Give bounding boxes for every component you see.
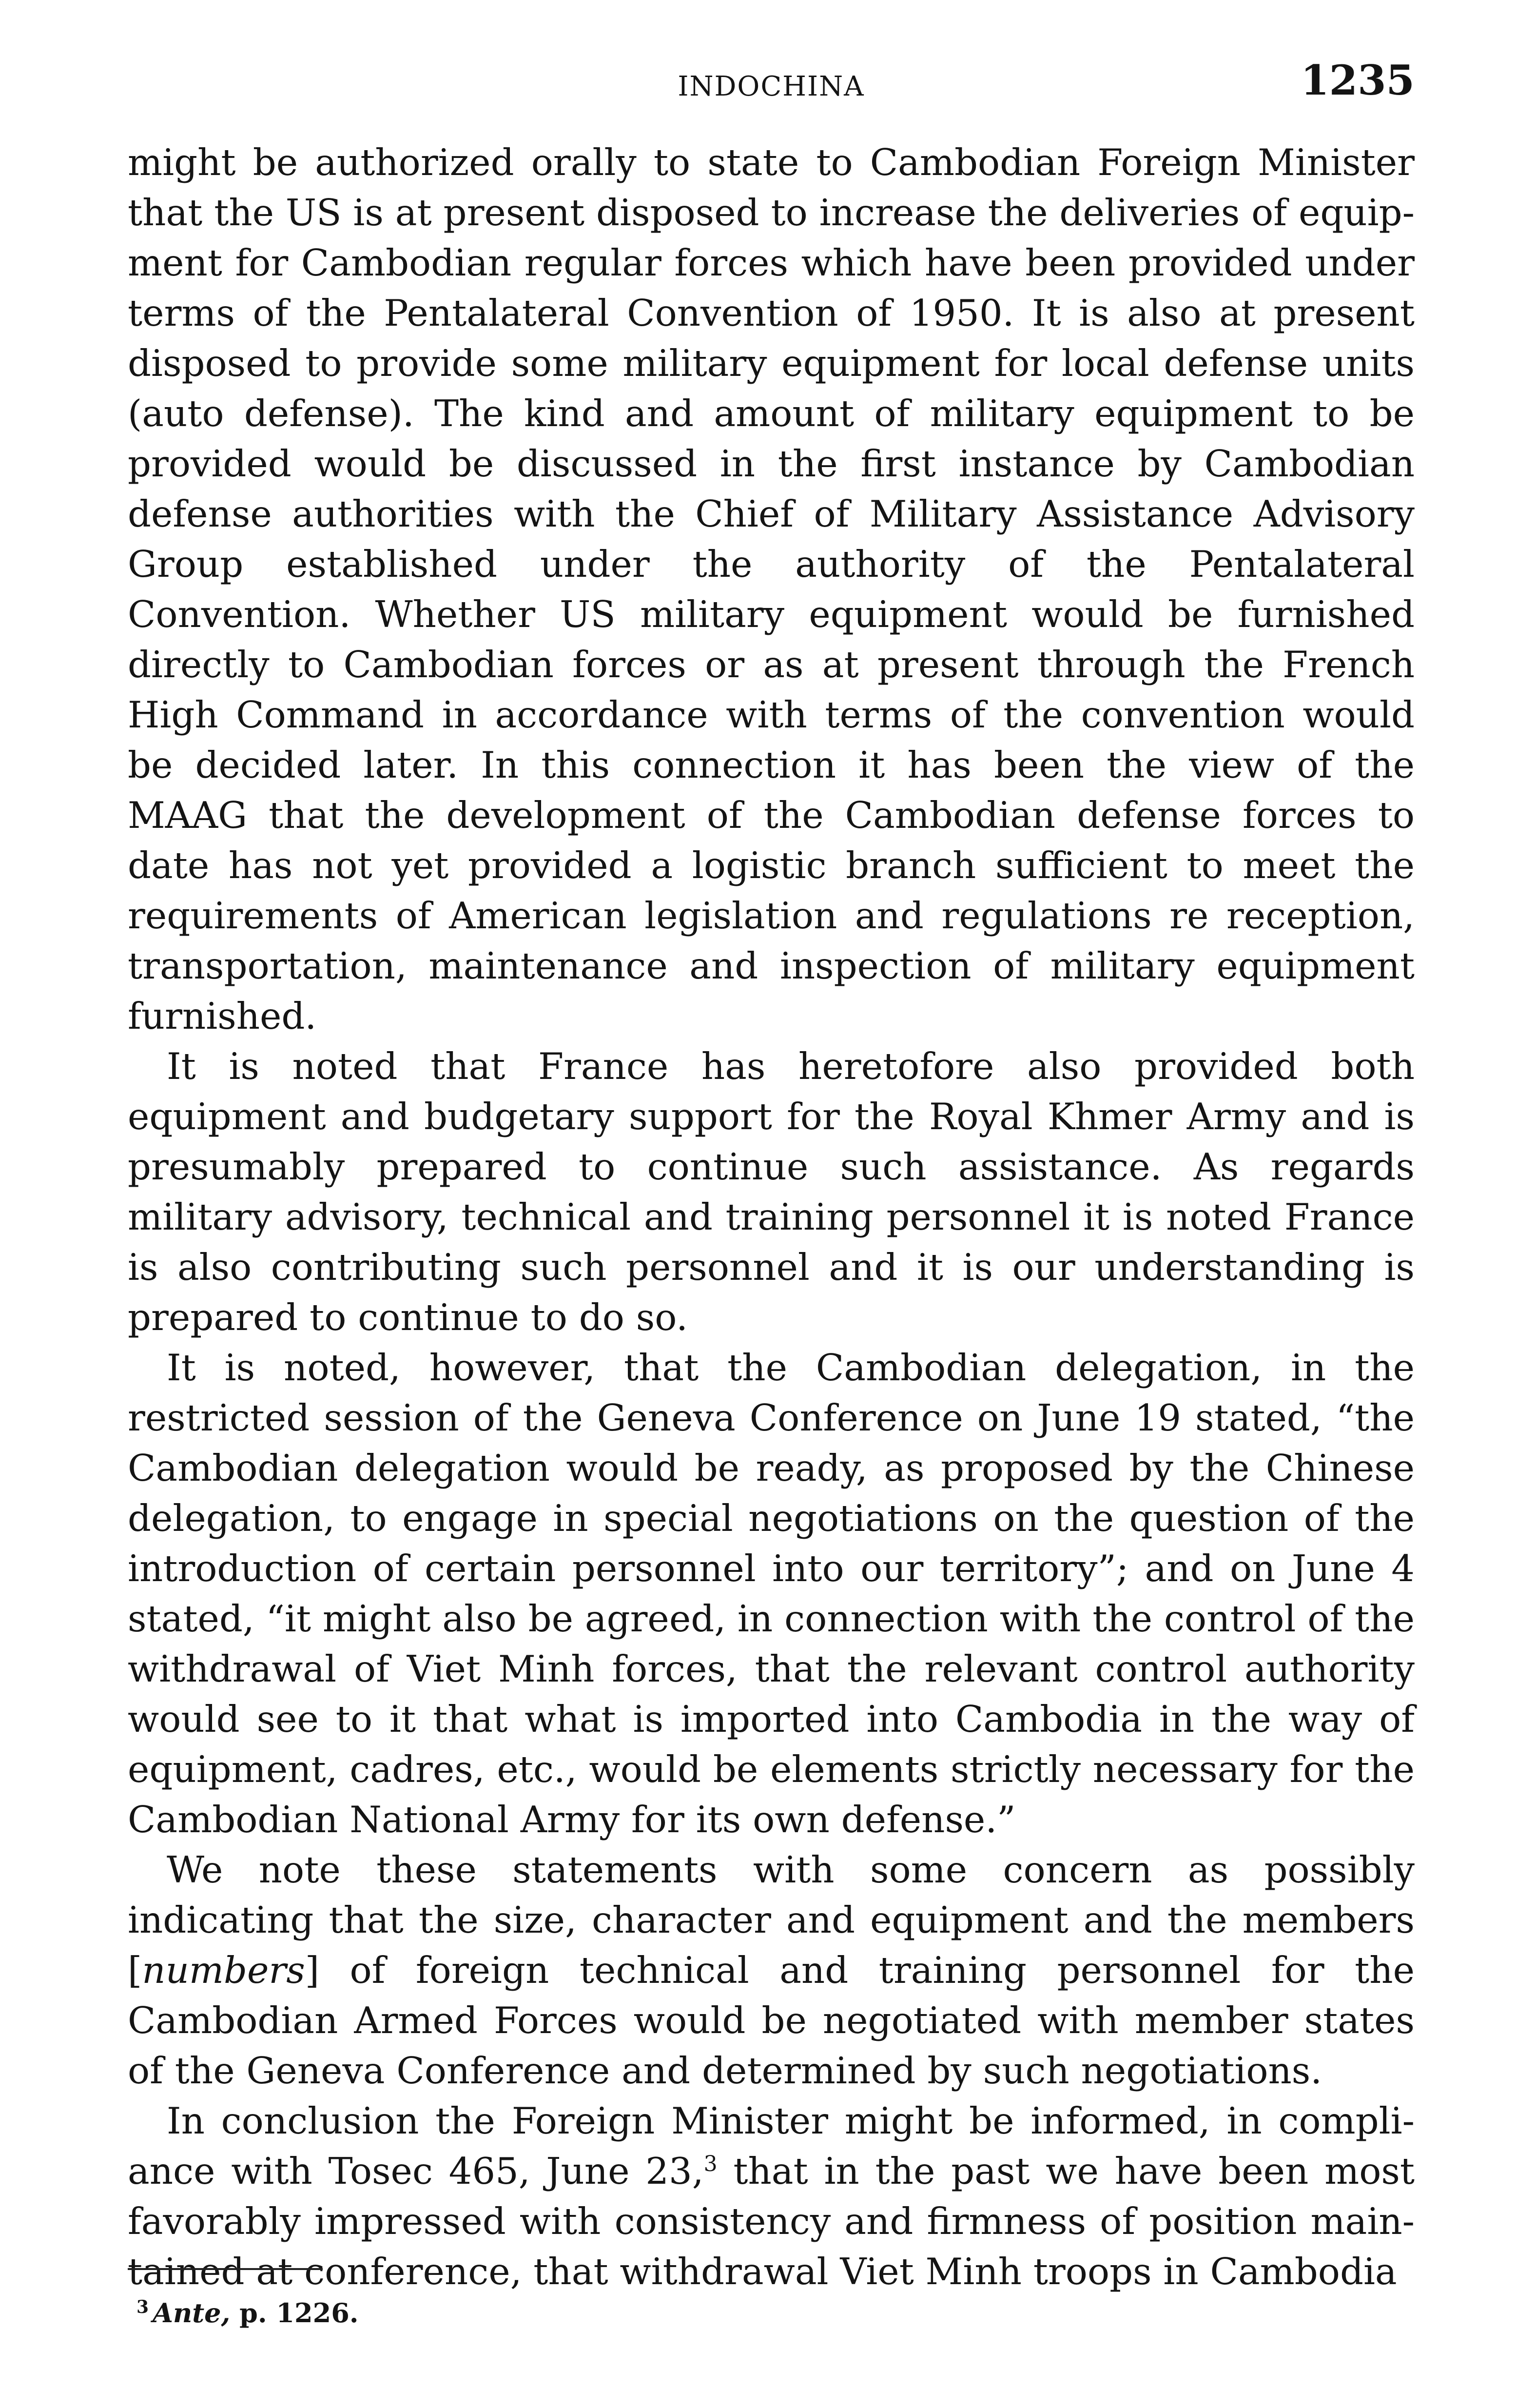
footnote-reference: 3 (703, 2152, 718, 2176)
paragraph-5-text-before: In conclusion the Foreign Minister might be informed, in compliance with Tosec 465, June 23, (128, 2099, 1415, 2193)
paragraph-4-text-after: ] of foreign technical and training personnel for the Cambodian Armed Forces would be negotiated with member states of the Geneva Conference and determined by such negotiations. (128, 1949, 1415, 2092)
paragraph-2: It is noted that France has heretofore also provided both equipment and budgetary support for the Royal Khmer Army and is presumably prepared to continue such assistance. As regards military advisory, technical and training personnel it is noted France is also contributing such personnel and it is our understanding is prepared to continue to do so. (128, 1045, 1415, 1339)
page-header (128, 56, 1415, 119)
paragraph-1: might be authorized orally to state to Cambodian Foreign Minister that the US is at present disposed to increase the deliveries of equipment for Cambodian regular forces which have been provided under terms of the Pentalateral Convention of 1950. It is also at present disposed to provide some military equipment for local defense units (auto defense). The kind and amount of military equipment to be provided would be discussed in the first instance by Cambodian defense authorities with the Chief of Military Assistance Advisory Group established under the authority of the Pentalateral Convention. Whether US military equipment would be furnished directly to Cambodian forces or as at present through the French High Command in accordance with terms of the convention would be decided later. In this connection it has been the view of the MAAG that the development of the Cambodian defense forces to date has not yet provided a logistic branch sufficient to meet the requirements of American legislation and regulations re reception, transportation, maintenance and inspection of military equipment furnished. (128, 141, 1415, 1038)
paragraph-4-text-before: We note these statements with some concern as possibly indicating that the size, character and equipment and the members [ (128, 1848, 1415, 1992)
footnote-divider (128, 2268, 323, 2270)
paragraph-5 (128, 2096, 1415, 2297)
footnote-marker: 3 (136, 2297, 149, 2317)
paragraph-3: It is noted, however, that the Cambodian delegation, in the restricted session of the Geneva Conference on June 19 stated, “the Cambodian delegation would be ready, as proposed by the Chinese delegation, to engage in special negotiations on the question of the introduction of certain personnel into our territory”; and on June 4 stated, “it might also be agreed, in connection with the control of the withdrawal of Viet Minh forces, that the relevant control authority would see to it that what is imported into Cambodia in the way of equipment, cadres, etc., would be elements strictly necessary for the Cambodian National Army for its own defense.” (128, 1346, 1415, 1841)
page-number: 1235 (1301, 56, 1415, 104)
running-title: INDOCHINA (678, 71, 865, 102)
footnote (136, 2297, 359, 2329)
paragraph-4 (128, 1845, 1415, 2096)
paragraph-5-text-after: that in the past we have been most favorably impressed with consistency and firmness of position maintained at conference, that withdrawal Viet Minh troops in Cambodia (128, 2150, 1415, 2293)
footnote-text: p. 1226. (230, 2297, 359, 2329)
footnote-italic: Ante, (153, 2297, 231, 2329)
editorial-insertion: numbers (142, 1949, 305, 1992)
body-text (128, 137, 1415, 2297)
